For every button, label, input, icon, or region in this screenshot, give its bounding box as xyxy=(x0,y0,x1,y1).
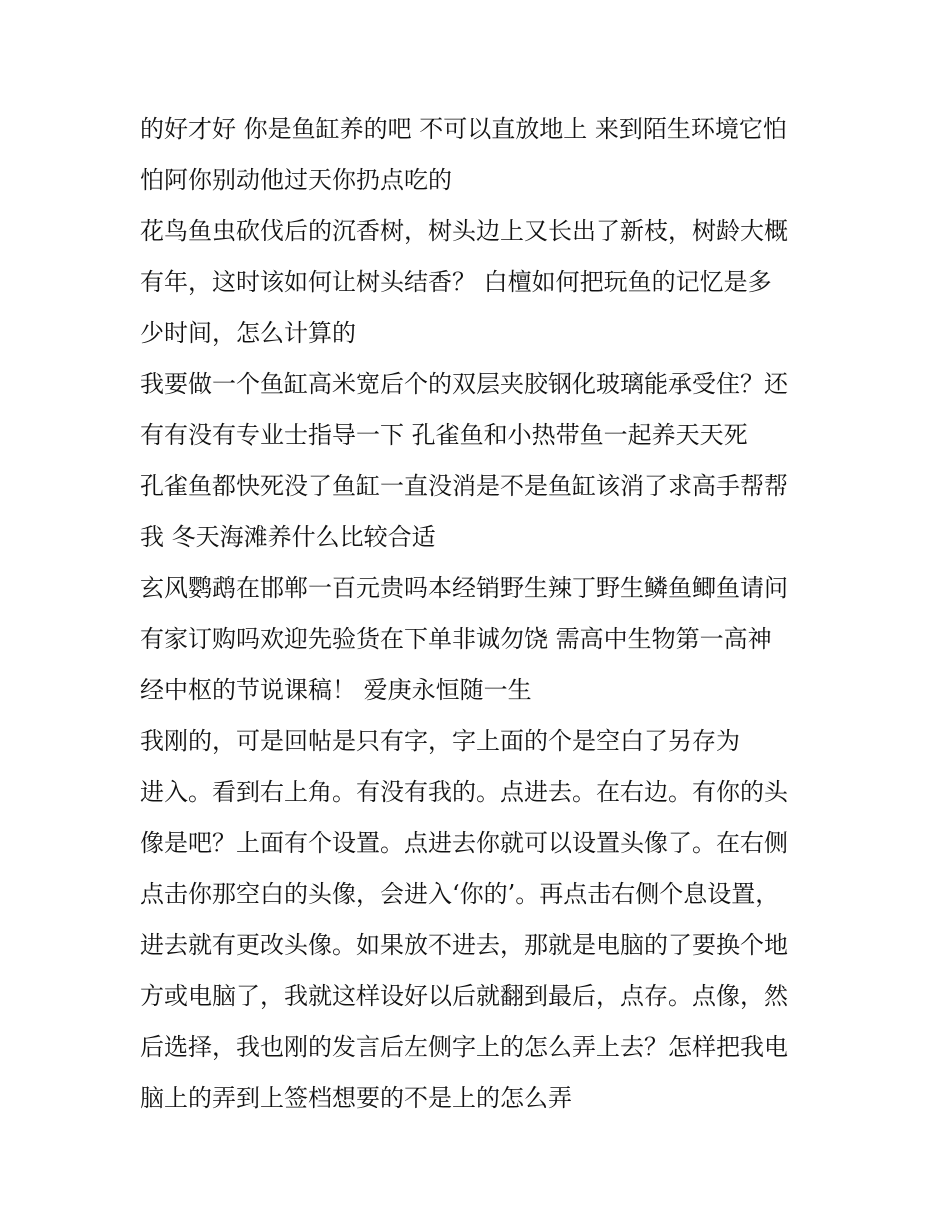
text-line: 花鸟鱼虫砍伐后的沉香树，树头边上又长出了新枝，树龄大概 xyxy=(140,217,788,245)
text-line: 有年，这时该如何让树头结香？ 白檀如何把玩鱼的记忆是多 xyxy=(140,268,772,296)
text-line: 玄风鹦鹉在邯郸一百元贵吗本经销野生辣丁野生鳞鱼鲫鱼请问 xyxy=(140,574,788,602)
body-text xyxy=(140,104,820,1124)
text-line: 经中枢的节说课稿！ 爱庚永恒随一生 xyxy=(140,676,532,704)
text-line: 脑上的弄到上签档想要的不是上的怎么弄 xyxy=(140,1084,572,1112)
text-line: 孔雀鱼都快死没了鱼缸一直没消是不是鱼缸该消了求高手帮帮 xyxy=(140,472,788,500)
text-line: 进去就有更改头像。如果放不进去，那就是电脑的了要换个地 xyxy=(140,931,788,959)
text-line: 少时间，怎么计算的 xyxy=(140,319,356,347)
text-line: 有家订购吗欢迎先验货在下单非诚勿饶 需高中生物第一高神 xyxy=(140,625,772,653)
text-line: 我刚的，可是回帖是只有字，字上面的个是空白了另存为 xyxy=(140,727,740,755)
text-line: 我要做一个鱼缸高米宽后个的双层夹胶钢化玻璃能承受住？还 xyxy=(140,370,788,398)
text-line: 方或电脑了，我就这样设好以后就翻到最后，点存。点像，然 xyxy=(140,982,788,1010)
text-line: 我 冬天海滩养什么比较合适 xyxy=(140,523,436,551)
text-line: 怕阿你别动他过天你扔点吃的 xyxy=(140,166,452,194)
text-line: 后选择，我也刚的发言后左侧字上的怎么弄上去？怎样把我电 xyxy=(140,1033,788,1061)
text-line: 点击你那空白的头像，会进入‘你的’。再点击右侧个息设置， xyxy=(140,880,780,908)
text-line: 像是吧？上面有个设置。点进去你就可以设置头像了。在右侧 xyxy=(140,829,788,857)
text-line: 的好才好 你是鱼缸养的吧 不可以直放地上 来到陌生环境它怕 xyxy=(140,115,787,143)
text-line: 进入。看到右上角。有没有我的。点进去。在右边。有你的头 xyxy=(140,778,788,806)
text-line: 有有没有专业士指导一下 孔雀鱼和小热带鱼一起养天天死 xyxy=(140,421,748,449)
